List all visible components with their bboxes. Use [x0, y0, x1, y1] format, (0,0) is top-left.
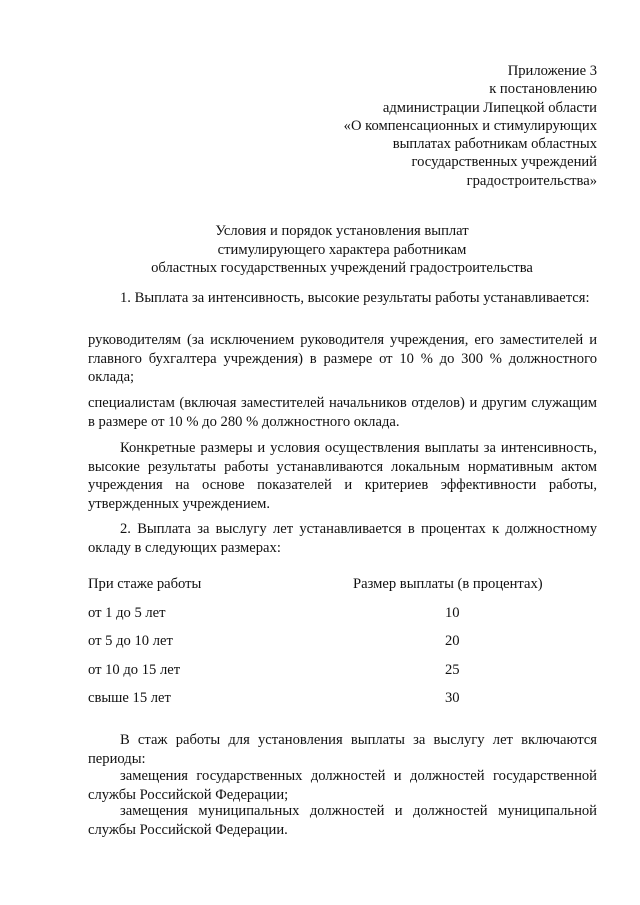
annex-line: государственных учреждений	[411, 154, 597, 171]
paragraph-4	[88, 439, 597, 513]
annex-line: «О компенсационных и стимулирующих	[343, 117, 597, 134]
annex-header	[297, 62, 597, 190]
paragraph-6	[88, 731, 597, 768]
period-cell: свыше 15 лет	[88, 690, 171, 706]
table-row	[88, 690, 597, 719]
paragraph-text: замещения муниципальных должностей и должностей муниципальной службы Российской Федерации.	[88, 803, 597, 838]
paragraph-8	[88, 802, 597, 839]
period-cell: от 1 до 5 лет	[88, 604, 166, 621]
table-row	[88, 633, 597, 662]
annex-line: администрации Липецкой области	[382, 99, 597, 116]
paragraph-text: руководителям (за исключением руководителя учреждения, его заместителей и главного бухгалтера учреждения) в размере от 10 % до 300 % должностного оклада;	[88, 332, 597, 386]
paragraph-2	[88, 331, 597, 387]
column-header-period: При стаже работы	[88, 576, 202, 592]
percent-cell: 30	[445, 690, 460, 706]
paragraph-3	[88, 394, 597, 431]
table-header-row	[88, 576, 597, 605]
period-cell: от 10 до 15 лет	[88, 661, 181, 678]
seniority-table	[88, 576, 597, 719]
annex-line: Приложение 3	[507, 63, 597, 79]
period-cell: от 5 до 10 лет	[88, 633, 173, 649]
paragraph-text: В стаж работы для установления выплаты за выслугу лет включаются периоды:	[88, 732, 597, 767]
percent-cell: 25	[445, 661, 460, 678]
table-row	[88, 662, 597, 691]
paragraph-5	[88, 520, 597, 557]
title-line: Условия и порядок установления выплат	[215, 223, 469, 239]
paragraph-text: 2. Выплата за выслугу лет устанавливается в процентах к должностному окладу в следующих размерах:	[88, 521, 597, 556]
percent-cell: 10	[445, 604, 460, 621]
paragraph-text: замещения государственных должностей и должностей государственной службы Российской Федерации;	[88, 768, 597, 803]
paragraph-1	[88, 289, 597, 308]
percent-cell: 20	[445, 633, 460, 649]
column-header-percent: Размер выплаты (в процентах)	[353, 576, 543, 592]
document-title	[86, 222, 598, 278]
paragraph-text: Конкретные размеры и условия осуществления выплаты за интенсивность, высокие результаты работы устанавливаются локальным нормативным актом учреждения на основе показателей и критериев эффективности работы, утвержденных учреждением.	[88, 440, 597, 512]
table-row	[88, 605, 597, 634]
annex-line: к постановлению	[489, 81, 597, 98]
title-line: областных государственных учреждений градостроительства	[151, 260, 533, 276]
annex-line: выплатах работникам областных	[392, 136, 597, 153]
paragraph-7	[88, 767, 597, 804]
annex-line: градостроительства»	[466, 172, 597, 189]
paragraph-text: специалистам (включая заместителей начальников отделов) и другим служащим в размере от 10 % до 280 % должностного оклада.	[88, 395, 597, 430]
paragraph-text: 1. Выплата за интенсивность, высокие результаты работы устанавливается:	[120, 290, 590, 306]
title-line: стимулирующего характера работникам	[217, 241, 467, 258]
